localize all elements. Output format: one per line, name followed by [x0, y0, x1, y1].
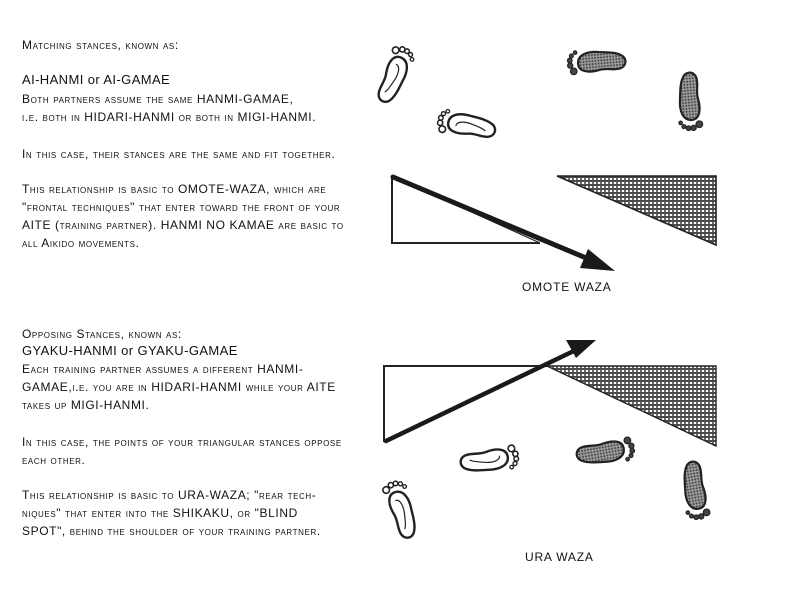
- footprint-right-icon: [566, 47, 626, 76]
- omote-line-3: In this case, their stances are the same and fit together.: [22, 147, 336, 161]
- ura-line-8: SPOT", behind the shoulder of your training partner.: [22, 524, 321, 538]
- omote-diagram: [392, 176, 716, 271]
- ura-line-2: GAMAE,i.e. you are in HIDARI-HANMI while your AITE: [22, 380, 336, 394]
- omote-heading: Matching stances, known as:: [22, 38, 179, 52]
- ura-caption: URA WAZA: [525, 550, 594, 564]
- ura-line-1: Each training partner assumes a different HANMI-: [22, 362, 304, 376]
- omote-line-2: i.e. both in HIDARI-HANMI or both in MIGI-HANMI.: [22, 110, 317, 124]
- omote-line-1: Both partners assume the same HANMI-GAMAE,: [22, 92, 294, 106]
- footprint-right-icon: [675, 72, 704, 132]
- ura-line-4: In this case, the points of your triangular stances oppose: [22, 435, 342, 449]
- footprint-right-icon: [677, 460, 710, 521]
- ura-heading: Opposing Stances, known as:: [22, 327, 182, 341]
- footprint-left-icon: [375, 44, 417, 107]
- footprint-left-icon: [381, 478, 423, 541]
- omote-line-6: AITE (training partner). HANMI NO KAMAE are basic to: [22, 218, 344, 232]
- omote-line-5: "frontal techniques" that enter toward the front of your: [22, 200, 341, 214]
- omote-term: AI-HANMI or AI-GAMAE: [22, 72, 171, 87]
- omote-line-7: all Aikido movements.: [22, 236, 140, 250]
- omote-line-4: This relationship is basic to OMOTE-WAZA, which are: [22, 182, 327, 196]
- ura-line-5: each other.: [22, 453, 86, 467]
- ura-term: GYAKU-HANMI or GYAKU-GAMAE: [22, 343, 238, 358]
- ura-line-6: This relationship is basic to URA-WAZA; "rear tech-: [22, 488, 317, 502]
- footprint-left-icon: [459, 444, 520, 477]
- arrow-icon: [393, 177, 615, 271]
- ura-line-7: niques" that enter into the SHIKAKU, or "BLIND: [22, 506, 298, 520]
- footprint-right-icon: [575, 436, 636, 469]
- ura-line-3: takes up MIGI-HANMI.: [22, 398, 150, 412]
- arrow-icon: [386, 340, 596, 441]
- omote-caption: OMOTE WAZA: [522, 280, 612, 294]
- ura-diagram: [384, 340, 716, 446]
- footprint-left-icon: [436, 108, 497, 139]
